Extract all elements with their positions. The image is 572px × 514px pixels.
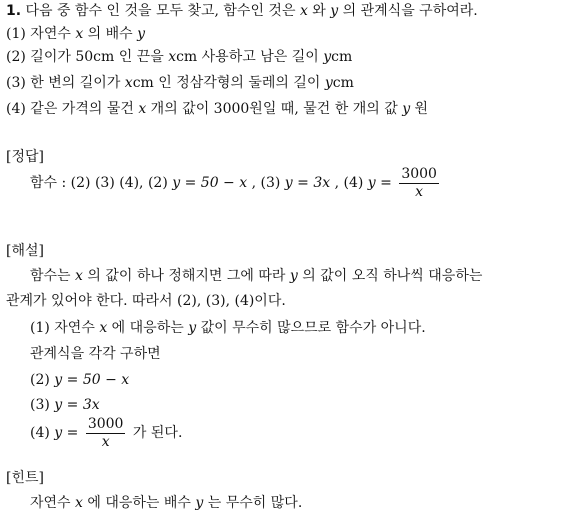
problem-item-1 [6,25,145,43]
explanation-eq: y = 50 − x [54,372,130,388]
item-text: cm [332,75,354,91]
item-label: (1) [6,26,26,42]
explanation-eq: y = 3x [54,397,100,413]
answer-eq-4-lhs: y = [367,175,392,191]
fraction-denominator: x [101,433,110,450]
explanation-line-1 [30,267,482,285]
answer-eq-3: y = 3x [284,175,331,191]
problem-number: 1. [6,3,22,19]
item-text: 개의 값이 3000원일 때, 물건 한 개의 값 [146,101,403,117]
answer-heading: [정답] [6,149,44,165]
item-var-y: y [402,101,411,117]
prompt-text-b: 와 [307,3,331,19]
item-var-x: x [138,101,147,117]
explanation-text: 함수는 [30,268,76,284]
explanation-text: (1) 자연수 [30,320,100,336]
hint-text: 자연수 [30,495,76,511]
item-var-y: y [324,75,333,91]
hint-var-y: y [195,495,204,511]
explanation-label: (3) [30,397,55,413]
item-label: (2) [6,49,26,65]
answer-eq-2: y = 50 − x [172,175,248,191]
prompt-var-y: y [330,3,339,19]
explanation-eq-lhs: y = [54,425,79,441]
item-label: (4) [6,101,26,117]
explanation-line-4: 관계식을 각각 구하면 [30,346,161,362]
item-text: cm 인 정삼각형의 둘레의 길이 [132,75,325,91]
item-var-x: x [75,26,84,42]
explanation-text: 값이 무수히 많으므로 함수가 아니다. [196,320,426,336]
explanation-text: 가 된다. [128,425,183,441]
explanation-label: (2) [30,372,55,388]
item-text: 자연수 [30,26,76,42]
fraction-denominator: x [415,183,424,200]
answer-line [30,163,442,203]
explanation-var-x: x [75,268,83,284]
item-label: (3) [6,75,26,91]
explanation-line-3 [30,319,426,337]
fraction-numerator: 3000 [87,415,124,432]
explanation-fraction [86,416,126,451]
answer-sep: , (4) [330,175,368,191]
hint-text: 에 대응하는 배수 [82,495,196,511]
problem-item-3 [6,74,354,92]
explanation-text: 의 값이 하나 정해지면 그에 따라 [82,268,290,284]
explanation-text: 의 값이 오직 하나씩 대응하는 [297,268,483,284]
problem-item-2 [6,48,352,66]
explanation-line-7 [30,413,182,453]
explanation-line-6 [30,396,100,414]
item-var-y: y [137,26,146,42]
explanation-heading: [해설] [6,243,44,259]
explanation-line-5 [30,371,129,389]
explanation-line-2: 관계가 있어야 한다. 따라서 (2), (3), (4)이다. [6,293,286,309]
fraction-numerator: 3000 [401,165,437,182]
item-var-x: x [124,75,133,91]
hint-line [30,494,302,512]
answer-sep: , (3) [247,175,285,191]
item-var-x: x [168,49,177,65]
hint-var-x: x [75,495,83,511]
prompt-var-x: x [299,3,308,19]
explanation-var-x: x [99,320,108,336]
item-text: 의 배수 [83,26,138,42]
item-text: 한 변의 길이가 [30,75,125,91]
answer-fraction [399,166,439,201]
explanation-label: (4) [30,425,55,441]
item-var-y: y [323,49,332,65]
item-text: cm [331,49,353,65]
explanation-var-y: y [289,268,298,284]
item-text: cm 사용하고 남은 길이 [176,49,324,65]
problem-item-4 [6,100,428,118]
hint-heading: [힌트] [6,470,44,486]
item-text: 같은 가격의 물건 [30,101,139,117]
prompt-text-c: 의 관계식을 구하여라. [338,3,478,19]
explanation-var-y: y [188,320,197,336]
item-text: 원 [410,101,429,117]
item-text: 길이가 50cm 인 끈을 [30,49,169,65]
prompt-text-a: 다음 중 함수 인 것을 모두 찾고, 함수인 것은 [25,3,300,19]
problem-statement [6,2,478,20]
explanation-text: 에 대응하는 [107,320,189,336]
answer-lead: 함수 : (2) (3) (4), (2) [30,175,173,191]
hint-text: 는 무수히 많다. [203,495,303,511]
